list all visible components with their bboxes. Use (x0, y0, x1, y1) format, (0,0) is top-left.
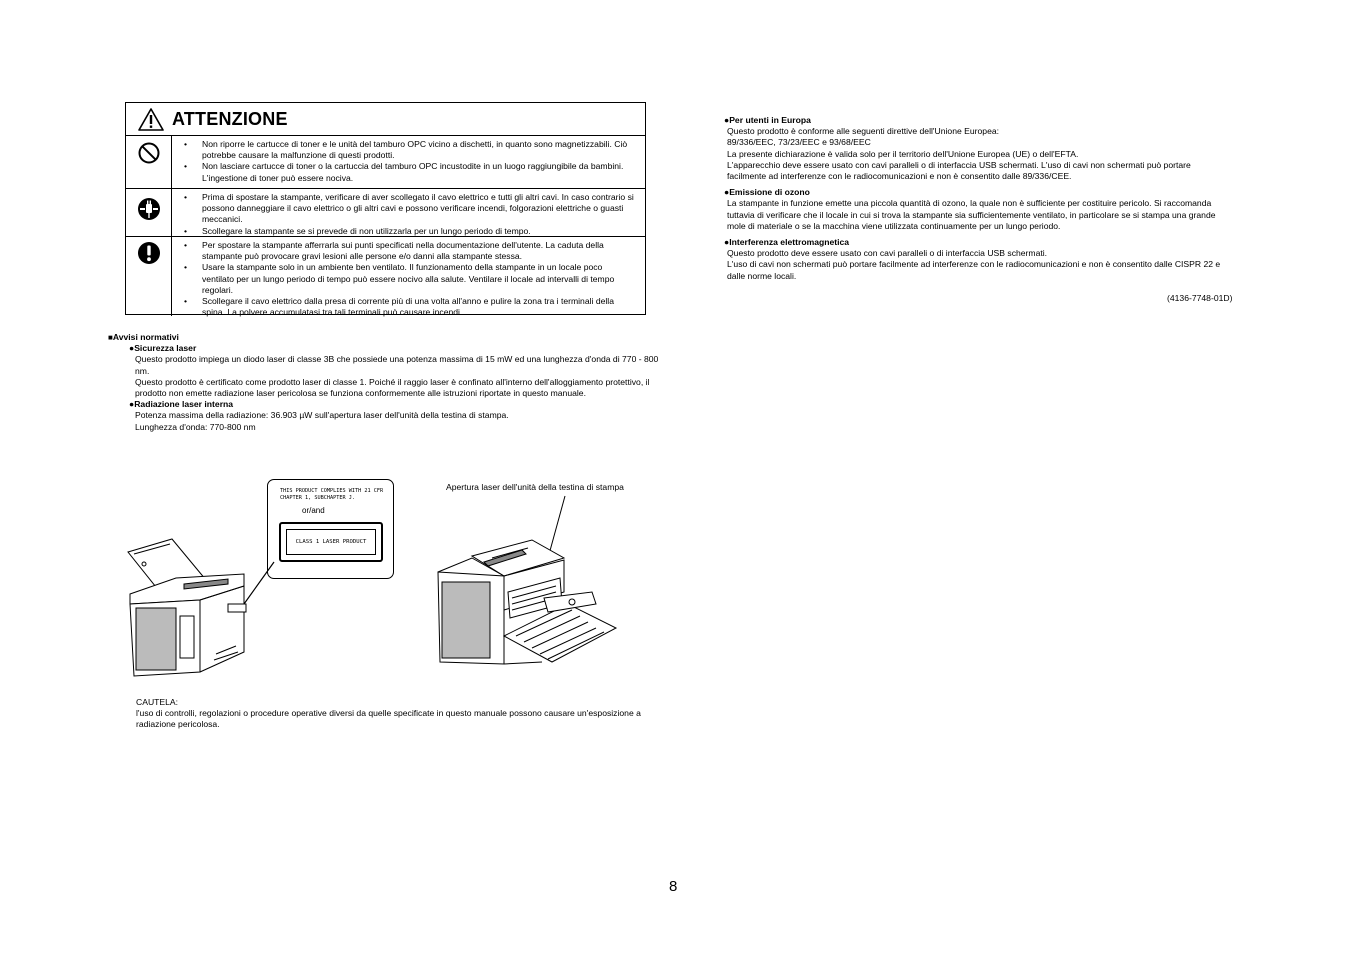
laser-safety-paragraph: Questo prodotto è certificato come prodotto laser di classe 1. Poiché il raggio laser è confinato all'interno dell'alloggiamento protettivo, il prodotto non emette radiazione laser pericolosa se funziona conformemente alle istruzioni riportate in questo manuale. (135, 376, 650, 399)
unplug-icon (137, 197, 161, 221)
warning-icon-cell (126, 189, 172, 236)
laser-safety-block (108, 343, 668, 433)
warning-title: ATTENZIONE (172, 109, 288, 129)
warning-icon-cell (126, 237, 172, 316)
caution-title: CAUTELA: (136, 697, 179, 707)
warning-header (126, 103, 645, 136)
regulatory-section (108, 332, 668, 433)
warning-row-moving (126, 189, 645, 237)
warning-triangle-icon (138, 108, 164, 131)
warning-bullet: • Scollegare la stampante se si prevede di non utilizzarla per un lungo periodo di tempo. (184, 226, 634, 237)
caution-block (136, 697, 646, 731)
ozone-text: La stampante in funzione emette una piccola quantità di ozono, la quale non è sufficiente per costituire pericolo. Si raccomanda tuttavia di verificare che il locale in cui si trova la stampante sia sufficientemente ventilato, in particolare se si stampa una grande mole di materiale o se la macchina viene utilizzata continuamente per un lungo periodo. (727, 198, 1216, 231)
warning-bullet: • Non riporre le cartucce di toner e le unità del tamburo OPC vicino a dischetti, in quanto sono magnetizzabili. Ciò potrebbe causare la malfunzione di questi prodotti. (184, 139, 634, 161)
emi-line: Questo prodotto deve essere usato con cavi paralleli o di interfaccia USB schermati. (727, 248, 1048, 259)
europe-line: L'apparecchio deve essere usato con cavi paralleli o di interfaccia USB schermati. L'uso di cavi non schermati può portare facilmente ad interferenze con le radiocomunicazioni e non è consentito dalle 89/336/CEE. (727, 159, 1191, 182)
compliance-label-callout (267, 479, 394, 579)
page-number: 8 (669, 878, 678, 895)
laser-safety-heading: ●Sicurezza laser (129, 343, 197, 354)
document-code: (4136-7748-01D) (1167, 293, 1233, 303)
laser-safety-paragraph: Questo prodotto impiega un diodo laser di classe 3B che possiede una potenza massima di 15 mW ed una lunghezza d'onda di 770 - 800 nm. (135, 354, 659, 376)
compliance-label-line: CHAPTER 1, SUBCHAPTER J. (280, 495, 355, 501)
internal-radiation-line: Lunghezza d'onda: 770-800 nm (135, 421, 256, 432)
warning-bullet: • Non lasciare cartucce di toner o la cartuccia del tamburo OPC incustodite in un luogo raggiungibile da bambini. L'ingestione di toner può essere nociva. (184, 161, 634, 183)
europe-line: La presente dichiarazione è valida solo per il territorio dell'Unione Europea (UE) o dell'EFTA. (727, 148, 1079, 159)
warning-row-storage (126, 136, 645, 189)
internal-radiation-line: Potenza massima della radiazione: 36.903 µW sull'apertura laser dell'unità della testina di stampa. (135, 410, 509, 421)
internal-radiation-heading: ●Radiazione laser interna (129, 399, 234, 410)
caution-text: l'uso di controlli, regolazioni o procedure operative diversi da quelle specificate in questo manuale possono causare un'esposizione a radiazione pericolosa. (136, 708, 641, 730)
ozone-heading: ●Emissione di ozono (724, 187, 810, 198)
warning-bullet: • Per spostare la stampante afferrarla sui punti specificati nella documentazione dell'utente. La caduta della stampante può provocare gravi lesioni alle persone e/o danni alla stampante stessa. (184, 240, 634, 262)
warning-row-ventilation (126, 237, 645, 316)
europe-line: 89/336/EEC, 73/23/EEC e 93/68/EEC (727, 137, 871, 148)
class-label-outer (279, 522, 383, 562)
europe-heading: ●Per utenti in Europa (724, 115, 811, 125)
warning-bullet: • Prima di spostare la stampante, verificare di aver scollegato il cavo elettrico e tutti gli altri cavi. In caso contrario si possono danneggiare il cavo elettrico o gli altri cavi e possono verificare incendi, folgorazioni elettriche o guasti meccanici. (184, 192, 634, 226)
warning-bullet: • Usare la stampante solo in un ambiente ben ventilato. Il funzionamento della stampante in un locale poco ventilato per un lungo periodo di tempo può essere nocivo alla salute. Ventilare il locale ad intervalli di tempo regolari. (184, 262, 634, 296)
exclamation-icon (137, 241, 161, 265)
regulatory-heading: ■Avvisi normativi (108, 332, 179, 342)
emi-line: L'uso di cavi non schermati può portare facilmente ad interferenze con le radiocomunicazioni e non è consentito dalle CISPR 22 e dalle norme locali. (727, 259, 1221, 281)
europe-section (724, 115, 1228, 282)
prohibition-icon (137, 141, 161, 165)
printer-front-open-illustration (432, 532, 622, 672)
class-label: CLASS 1 LASER PRODUCT (286, 529, 376, 555)
warning-icon-cell (126, 136, 172, 188)
aperture-caption: Apertura laser dell'unità della testina di stampa (446, 482, 624, 492)
compliance-label-line: THIS PRODUCT COMPLIES WITH 21 CFR (280, 488, 384, 494)
warning-bullet-list (184, 240, 634, 318)
warning-bullet: • Scollegare il cavo elettrico dalla presa di corrente più di una volta all'anno e pulire la zona tra i terminali della spina. La polvere accumulatasi tra tali terminali può causare incendi. (184, 296, 634, 318)
warning-bullet-list (184, 139, 634, 184)
callout-pointer (240, 560, 280, 610)
label-or-text: or/and (302, 506, 325, 515)
warning-box (125, 102, 646, 318)
square-bullet-icon: ■ (108, 333, 113, 342)
emi-heading: ●Interferenza elettromagnetica (724, 237, 850, 248)
warning-bullet-list (184, 192, 634, 237)
europe-line: Questo prodotto è conforme alle seguenti direttive dell'Unione Europea: (727, 126, 1000, 137)
